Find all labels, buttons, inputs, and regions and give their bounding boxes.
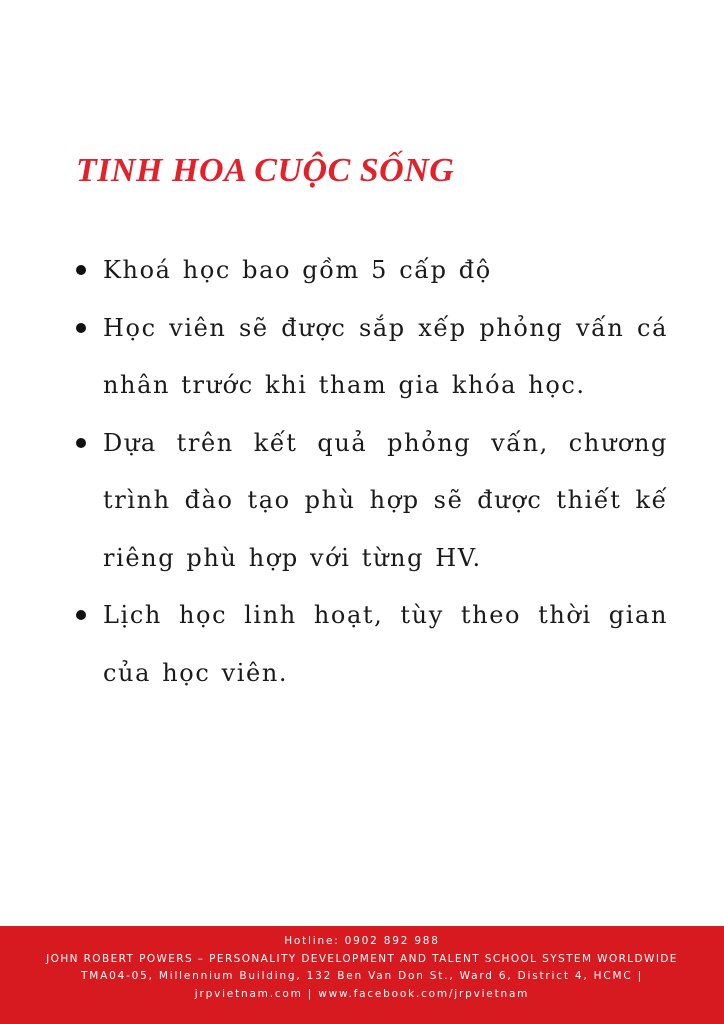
bullet-item-schedule: [76, 587, 668, 702]
bullet-text: Dựa trên kết quả phỏng vấn, chương trình đào tạo phù hợp sẽ được thiết kế riêng phù hợp với từng HV.: [103, 428, 668, 572]
content-section: [76, 242, 668, 702]
bullet-text: Khoá học bao gồm 5 cấp độ: [103, 256, 492, 284]
footer-company: JOHN ROBERT POWERS – PERSONALITY DEVELOPMENT AND TALENT SCHOOL SYSTEM WORLDWIDE: [46, 952, 678, 965]
bullet-icon: [76, 438, 86, 448]
bullet-item-levels: [76, 242, 668, 300]
bullet-icon: [76, 323, 86, 333]
footer-address: TMA04-05, Millennium Building, 132 Ben Van Don St., Ward 6, District 4, HCMC |: [81, 970, 643, 982]
footer-hotline: Hotline: 0902 892 988: [284, 935, 440, 947]
bullet-item-program: [76, 415, 668, 588]
page-title: TINH HOA CUỘC SỐNG: [76, 152, 455, 189]
bullet-item-interview: [76, 300, 668, 415]
bullet-icon: [76, 610, 86, 620]
bullet-icon: [76, 265, 86, 275]
bullet-list: [76, 242, 668, 702]
bullet-text: Lịch học linh hoạt, tùy theo thời gian của học viên.: [103, 601, 668, 687]
footer-links: jrpvietnam.com | www.facebook.com/jrpvietnam: [194, 987, 530, 1000]
bullet-text: Học viên sẽ được sắp xếp phỏng vấn cá nhân trước khi tham gia khóa học.: [103, 313, 668, 399]
footer-bar: [0, 926, 724, 1024]
